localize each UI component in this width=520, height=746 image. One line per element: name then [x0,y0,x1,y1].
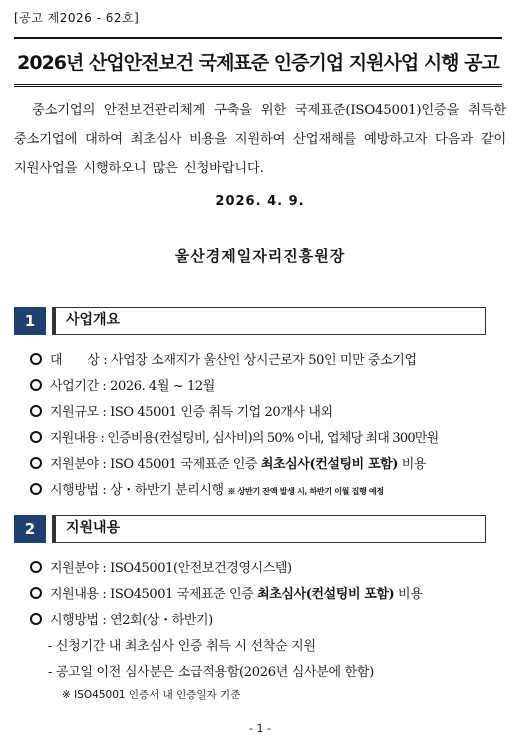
row-value: 사업장 소재지가 울산인 상시근로자 50인 미만 중소기업 [110,353,417,368]
circle-bullet-icon [30,483,42,495]
circle-bullet-icon [30,457,42,469]
row-label: 지원분야 [50,457,99,472]
row-label: 시행방법 [50,613,99,628]
s2-note: ※ ISO45001 인증서 내 인증일자 기준 [62,689,241,701]
s1-row-field [30,453,426,472]
notice-number: [공고 제2026 - 62호] [14,11,140,25]
s1-row-scale [30,401,333,420]
row-label: 대 상 [50,353,100,368]
title-box [14,37,502,87]
page-number: - 1 - [249,722,271,735]
circle-bullet-icon [30,353,42,365]
s2-subitem-1: - 신청기간 내 최초심사 인증 취득 시 선착순 지원 [48,639,316,654]
circle-bullet-icon [30,379,42,391]
intro-paragraph: 중소기업의 안전보건관리체계 구축을 위한 국제표준(ISO45001)인증을 취득한 중소기업에 대하여 최초심사 비용을 지원하여 산업재해를 예방하고자 다음과 같이 지원사업을 시행하오니 많은 신청바랍니다. [14,103,506,176]
row-value: 인증비용(컨설팅비, 심사비)의 50% 이내, 업체당 최대 300만원 [107,431,439,446]
section-1-number: 1 [14,307,46,335]
announcement-date: 2026. 4. 9. [215,194,305,209]
circle-bullet-icon [30,587,42,599]
row-sep: : [98,561,111,576]
row-sep: : [98,457,111,472]
s2-subitem-2: - 공고일 이전 심사분은 소급적용함(2026년 심사분에 한함) [48,665,374,680]
row-value-bold: 최초심사(컨설팅비 포함) [260,457,399,472]
row-sep: : [98,613,111,628]
row-value: ISO45001(안전보건경영시스템) [110,561,292,576]
row-sep: : [97,431,108,446]
row-sep: : [98,587,111,602]
section-1-header [14,307,486,335]
circle-bullet-icon [30,405,42,417]
row-label: 시행방법 [50,483,99,498]
row-value-post: 비용 [394,587,423,602]
row-note: ※ 상반기 잔액 발생 시, 하반기 이월 집행 예정 [227,486,384,496]
section-2-title: 지원내용 [52,515,486,543]
row-label: 지원내용 [50,431,98,446]
section-2-number: 2 [14,515,46,543]
issuer-signature: 울산경제일자리진흥원장 [174,247,346,265]
row-value: 2026. 4월 ~ 12월 [110,379,215,394]
row-sep: : [98,483,111,498]
circle-bullet-icon [30,613,42,625]
row-label: 지원내용 [50,587,99,602]
row-value: ISO45001 국제표준 인증 [110,587,258,602]
circle-bullet-icon [30,561,42,573]
section-2-header [14,515,486,543]
row-value: 상・하반기 분리시행 [110,483,224,498]
s1-row-method [30,479,384,498]
s2-row-content [30,583,422,602]
s1-row-content [30,427,438,446]
row-label: 사업기간 [50,379,99,394]
row-label: 지원분야 [50,561,99,576]
row-value: 연2회(상・하반기) [110,613,213,628]
row-label: 지원규모 [50,405,99,420]
s2-row-method [30,609,213,628]
row-value-bold: 최초심사(컨설팅비 포함) [257,587,395,602]
section-1-title: 사업개요 [52,307,486,335]
row-value: ISO 45001 국제표준 인증 [110,457,261,472]
s1-row-period [30,375,215,394]
s1-row-target [30,349,417,368]
row-value-post: 비용 [398,457,427,472]
document-title: 2026년 산업안전보건 국제표준 인증기업 지원사업 시행 공고 [17,52,499,74]
s2-row-field [30,557,292,576]
circle-bullet-icon [30,431,42,443]
row-value: ISO 45001 인증 취득 기업 20개사 내외 [110,405,333,420]
row-sep: : [98,405,111,420]
row-sep: : [99,353,111,368]
row-sep: : [98,379,111,394]
